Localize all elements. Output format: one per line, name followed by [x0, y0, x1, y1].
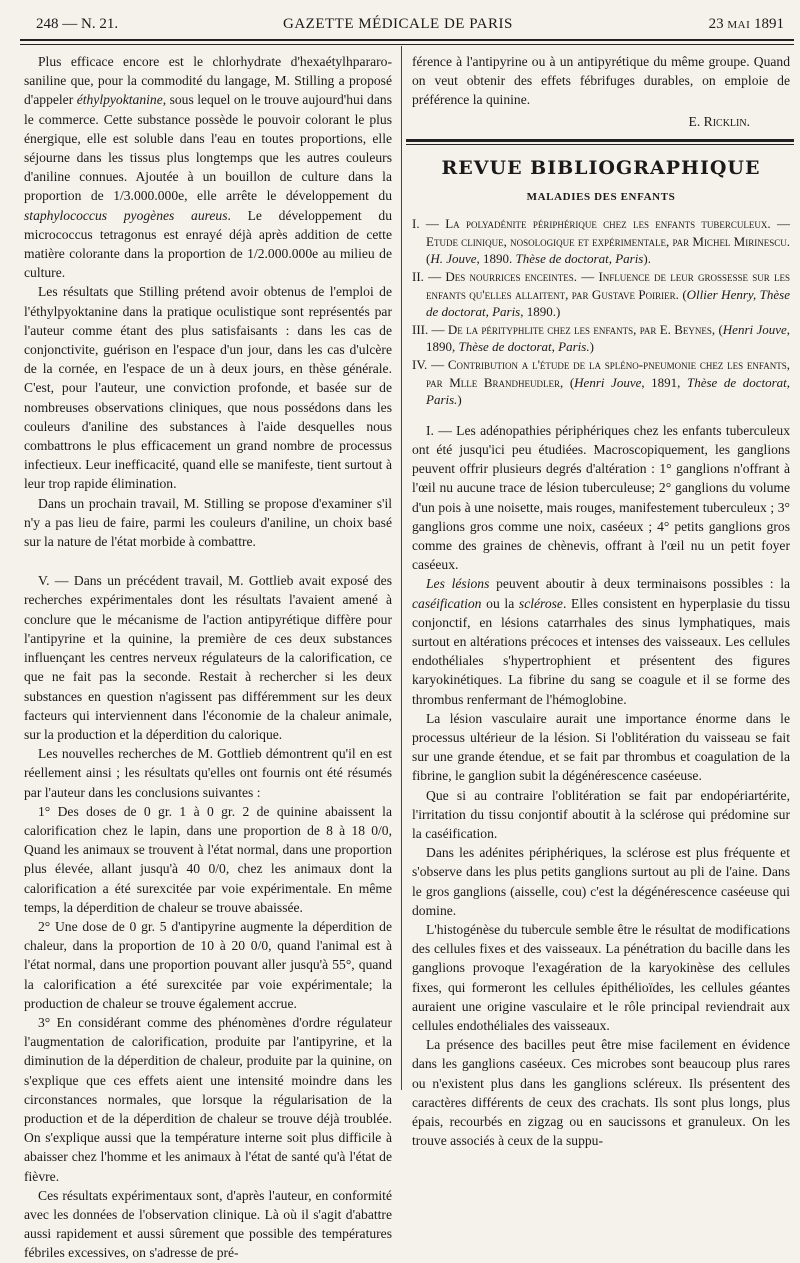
author-signature: E. Ricklin. — [688, 113, 750, 129]
paragraph-clinical: Ces résultats expérimentaux sont, d'après l'auteur, en conformité avec les données de l'observation clinique. Là où il s'agit d'abattre aussi rapidement et aussi sûrement que possible des températures fébriles excessives, on s'adresse de pré- — [24, 1187, 392, 1261]
section-rule — [406, 139, 794, 145]
paragraph-ethylpyoktanine: Plus efficace encore est le chlorhydrate d'hexaétylhpararo-saniline que, pour la commodité du langage, M. Stilling a proposé d'appeler éthylpyoktanine, sous lequel on le trouve aujourd'hui dans le commerce. Cette substance possède le pouvoir colorant le plus énergique, elle est soluble dans l'eau en toutes proportions, elle séjourne dans les tissus plus longtemps que les autres couleurs d'aniline connues. Ajoutée à un bouillon de culture dans la proportion de 1/3.000.000e, elle arrête le développement du staphylococcus pyogènes aureus. Le développement du micrococcus tetragonus est enrayé déjà après addition de cette matière colorante dans la proportion de 1/2.000.000e au milieu de culture. — [24, 54, 392, 281]
bibliography-item: IV. — Contribution a l'étude de la spléno-pneumonie chez les enfants, par Mlle Brandheudler, (Henri Jouve, 1891, Thèse de doctorat, Paris.) — [412, 356, 791, 408]
paragraph-next-work: Dans un prochain travail, M. Stilling se propose d'examiner s'il n'y a pas lieu de faire, parmi les couleurs d'aniline, un choix basé sur la nature de l'état morbide à combattre. — [24, 495, 392, 550]
page-header — [28, 16, 790, 38]
paragraph-adenites: Dans les adénites périphériques, la sclérose est plus fréquente et s'observe dans les plus petits ganglions surtout au pli de l'aine. Dans le gros ganglions (aisselle, cou) c'est la dégénérescence caséeuse qui domine. — [412, 845, 790, 918]
section-subtitle: MALADIES DES ENFANTS — [526, 191, 676, 204]
paragraph-obliteration: Que si au contraire l'oblitération se fait par endopériartérite, l'irritation du tissu conjontif aboutit à la sclérose qui prédomine sur la caséification. — [412, 787, 790, 842]
paragraph-vascular: La lésion vasculaire aurait une importance énorme dans le processus ultérieur de la lésion. Si l'oblitération du vaisseau se fait sur une grande étendue, et se fait par thrombus et coagulation de la fibrine, le ganglion subit la dégénérescence caséeuse. — [412, 710, 790, 784]
issue-date — [709, 16, 784, 33]
paragraph-results: Les résultats que Stilling prétend avoir obtenus de l'emploi de l'éthylpyoktanine dans la pratique oculistique sont représentés par l'auteur comme étant des plus satisfaisants : dans les cas de conjonctivite, guérison en l'espace d'un jour, dans les cas d'ulcère de la cornée, en l'espace de un à deux jours, en thèse générale. C'est, pour l'auteur, une conviction profonde, et basée sur de nombreuses observations cliniques, que nous possédons dans les couleurs d'aniline des substances à l'aide desquelles nous combattrons le plus efficacement un grand nombre de processus infectieux. Leur inefficacité, quand elle se manifeste, tient surtout à leur trop rapide élimination. — [24, 284, 392, 492]
page-number: 248 — N. 21. — [36, 16, 119, 32]
issue-day: 23 — [708, 16, 724, 32]
section-title: REVUE BIBLIOGRAPHIQUE — [441, 156, 761, 179]
journal-title: GAZETTE MÉDICALE DE PARIS — [283, 16, 513, 32]
paragraph-conclusion-2: 2° Une dose de 0 gr. 5 d'antipyrine augmente la déperdition de chaleur, dans la proportion de 10 à 20 0/0, quand l'animal est à l'état normal, dans une proportion pouvant aller jusqu'à 55°, quand la calorification a été surexcitée par voie expérimentale; la production de chaleur se trouve également accrue. — [24, 918, 392, 1011]
bibliography-list — [412, 215, 790, 409]
paragraph-continuation: férence à l'antipyrine ou à un antipyrétique du même groupe. Quand on veut obtenir des effets fébrifuges durables, on emploie de préférence la quinine. — [412, 54, 790, 108]
bibliography-item: III. — De la pérityphlite chez les enfants, par E. Beynes, (Henri Jouve, 1890, Thèse de doctorat, Paris.) — [412, 321, 791, 355]
right-column — [412, 52, 791, 1149]
bibliography-item: I. — La polyadénite périphérique chez les enfants tuberculeux. — Etude clinique, nosologique et expérimentale, par Michel Mirinescu. (H. Jouve, 1890. Thèse de doctorat, Paris). — [412, 216, 790, 267]
column-divider — [401, 46, 402, 1090]
bibliography-item: II. — Des nourrices enceintes. — Influence de leur grossesse sur les enfants qu'elles allaitent, par Gustave Poirier. (Ollier Henry, Thèse de doctorat, Paris, 1890.) — [412, 269, 790, 320]
paragraph-new-research: Les nouvelles recherches de M. Gottlieb démontrent qu'il en est réellement ainsi ; les résultats qu'elles ont fournis ont été résumés par l'auteur dans les conclusions suivantes : — [24, 746, 392, 800]
left-column — [24, 52, 392, 1261]
paragraph-histogenesis: L'histogénèse du tubercule semble être le résultat de modifications des cellules fixes et des vaisseaux. La pénétration du bacille dans les ganglions provoque l'exagération de la karyokinèse des cellules fixes, qui formeront les cellules épithélioïdes, les cellules géantes auraient une origine vasculaire et le rôle principal reviendrait aux cellules endothéliales des vaisseaux. — [412, 922, 790, 1034]
paragraph-conclusion-1: 1° Des doses de 0 gr. 1 à 0 gr. 2 de quinine abaissent la calorification chez le lapin, dans une proportion de 8 à 18 0/0, Quand les animaux se trouvent à l'état normal, dans une proportion plus élevée, allant jusqu'à 40 0/0, chez les animaux dont la calorification a été surexcitée par voie expérimentale. En même temps, la déperdition de chaleur se trouve abaissée. — [24, 803, 392, 915]
paragraph-gottlieb: V. — Dans un précédent travail, M. Gottlieb avait exposé des recherches expérimentales dont les résultats l'avaient amené à conclure que le mécanisme de l'action antipyrétique diffère pour l'antipyrine et la quinine, la première de ces deux substances influençant les centres nerveux régulateurs de la calorification, ce que ne fait pas la seconde. Restait à rechercher si les deux substances en question n'agissent pas différemment sur les deux facteurs qui interviennent dans l'économie de la chaleur animale, sur la production et la déperdition du calorique. — [24, 573, 392, 742]
paragraph-conclusion-3: 3° En considérant comme des phénomènes d'ordre régulateur l'augmentation de calorification, produite par l'antipyrine, et la diminution de la déperdition de chaleur, produite par la quinine, on s'explique que ces effets aient une intensité moindre dans les circonstances normales, que lorsque la régularisation de la production et de la déperdition de chaleur se trouve déjà troublée. On s'explique aussi que la température interne soit plus difficile à abaisser chez l'homme et les animaux à l'état de santé qu'à l'état de fièvre. — [24, 1014, 392, 1184]
paragraph-adenopathies: I. — Les adénopathies périphériques chez les enfants tuberculeux ont été jusqu'ici peu étudiées. Macroscopiquement, les ganglions peuvent offrir plusieurs degrés d'altération : 1° ganglions n'offrant à l'œil nu aucune trace de lésion tuberculeuse; 2° ganglions du volume d'un pois à une noisette, mais rouges, manifestement tuberculeux ; 3° ganglions gros comme une noix, caséeux ; 4° petits ganglions gros comme des graines de chènevis, offrant à l'œil nu un petit foyer caséeux. — [412, 422, 790, 573]
paragraph-bacilli: La présence des bacilles peut être mise facilement en évidence dans les ganglions caséeux. Ces microbes sont beaucoup plus rares ou n'existent plus dans les ganglions scléreux. Ils présentent des caractères différents de ceux des crachats. Ils sont plus longs, plus épais, recourbés en zigzag ou en saucissons et granuleux. On les trouve associés à ceux de la suppu- — [412, 1037, 790, 1149]
paragraph-lesions: Les lésions peuvent aboutir à deux terminaisons possibles : la caséification ou la sclérose. Elles consistent en hyperplasie du tissu conjonctif, en lésions catarrhales des sinus lymphatiques, mais surtout en altérations précoces et intenses des vaisseaux. Les cellules endothéliales s'hypertrophient et présentent des figures karyokinétiques. La fibrine du sang se coagule et il se forme des thrombus renfermant de l'hémoglobine. — [412, 576, 791, 707]
issue-year: 1891 — [754, 16, 784, 32]
header-rule — [20, 39, 794, 45]
issue-month: MAI — [727, 19, 751, 31]
